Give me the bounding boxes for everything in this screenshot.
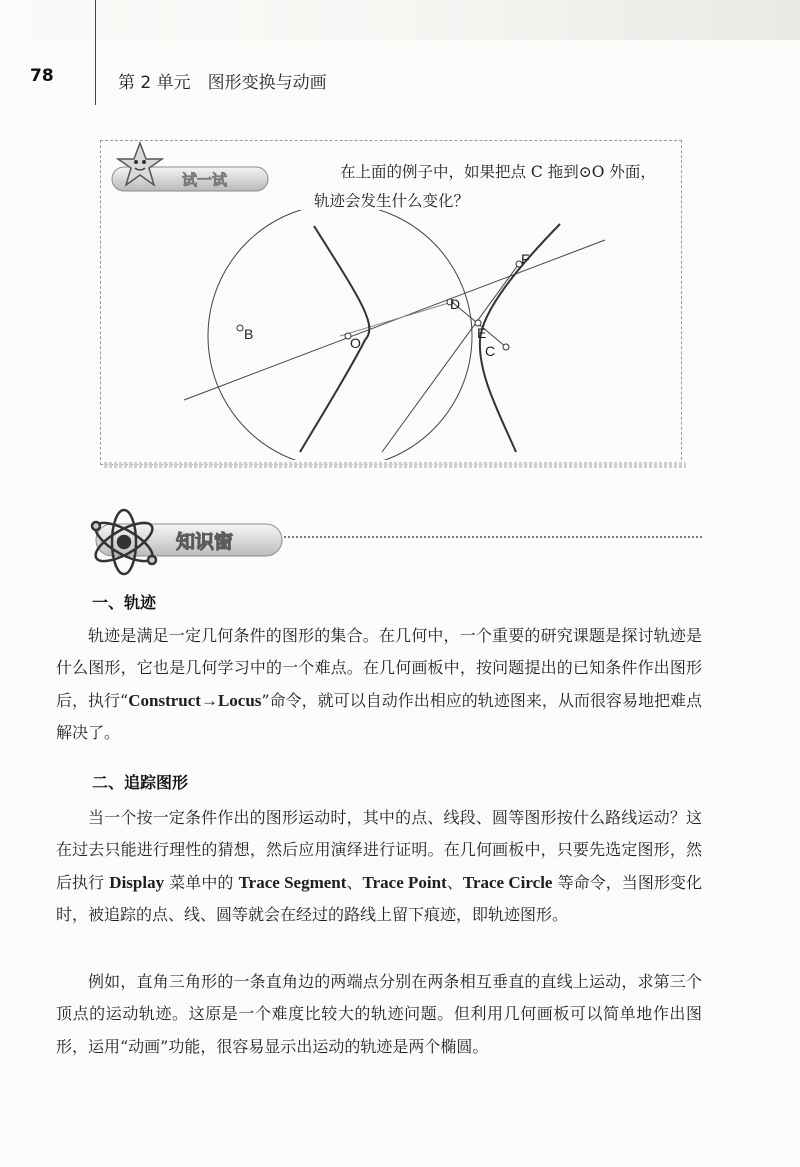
try-it-question-line1: 在上面的例子中，如果把点 C 拖到⊙O 外面，: [340, 163, 656, 181]
section2-heading: 二、追踪图形: [92, 773, 189, 792]
trace-circle-command: Trace Circle: [462, 872, 553, 892]
trace-segment-command: Trace Segment: [238, 872, 347, 892]
point-b: [237, 325, 243, 331]
label-e: E: [477, 325, 487, 341]
section1-paragraph: 轨迹是满足一定几何条件的图形的集合。在几何中，一个重要的研究课题是探讨轨迹是什么图形，它也是几何学习中的一个难点。在几何画板中，按问题提出的已知条件作出图形后，执行“Construct→Locus”命令，就可以自动作出相应的轨迹图来，从而很容易地把难点解决了。: [56, 626, 702, 743]
knowledge-dotted-rule: [284, 536, 702, 538]
page-top-shade: [0, 0, 800, 40]
try-it-badge-label: 试一试: [182, 171, 228, 189]
try-it-question: [314, 158, 674, 216]
trace-point-command: Trace Point: [362, 872, 447, 892]
line-through-d-f: [184, 240, 605, 400]
label-d: D: [450, 296, 461, 312]
section1-heading: 一、轨迹: [92, 593, 157, 612]
knowledge-badge-label: 知识窗: [176, 531, 234, 553]
display-menu-term: Display: [109, 872, 165, 892]
segment-o-d: [340, 302, 452, 336]
try-it-question-line2: 轨迹会发生什么变化？: [314, 192, 470, 210]
try-it-badge: [102, 137, 282, 197]
section2-paragraph2: 例如，直角三角形的一条直角边的两端点分别在两条相互垂直的直线上运动，求第三个顶点的运动轨迹。这原是一个难度比较大的轨迹问题。但利用几何画板可以简单地作出图形，运用“动画”功能，很容易显示出运动的轨迹是两个椭圆。: [56, 972, 702, 1056]
unit-title: 第 2 单元 图形变换与动画: [118, 73, 327, 93]
segment-to-f: [382, 265, 518, 452]
construct-locus-command: Construct→Locus: [128, 690, 262, 710]
label-b: B: [244, 326, 254, 342]
header-divider: [95, 0, 96, 105]
try-it-box-shadow: [104, 462, 686, 468]
label-f: F: [521, 251, 530, 267]
locus-figure: [100, 210, 660, 460]
section2-paragraph1: 当一个按一定条件作出的图形运动时，其中的点、线段、圆等图形按什么路线运动？这在过去只能进行理性的猜想，然后应用演绎进行证明。在几何画板中，只要先选定图形，然后执行 Display 菜单中的 Trace Segment、Trace Point、Trace Circle 等命令，当图形变化时，被追踪的点、线、圆等就会在经过的路线上留下痕迹，即轨迹图形。: [56, 808, 703, 925]
label-o: O: [350, 335, 361, 351]
locus-branch-right: [480, 224, 560, 452]
label-c: C: [485, 343, 496, 359]
page-number: 78: [30, 66, 54, 86]
point-c: [503, 344, 509, 350]
knowledge-badge: [72, 504, 287, 580]
